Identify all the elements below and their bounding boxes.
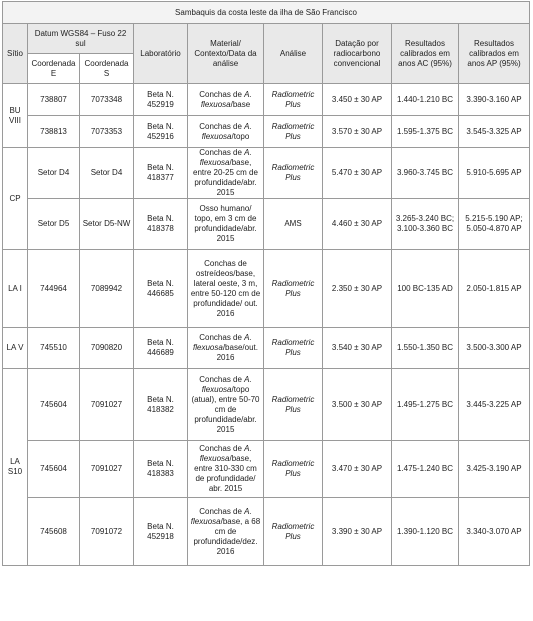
table-row [3,250,530,328]
analise-cell: AMS [264,199,323,250]
coord-s-cell: 7091027 [80,441,134,498]
datacao-cell: 3.540 ± 30 AP [323,328,392,369]
header-coordenada-s: Coordenada S [80,54,134,84]
coord-e-cell: 745604 [28,441,80,498]
datacao-cell: 3.570 ± 30 AP [323,116,392,148]
datacao-cell: 3.470 ± 30 AP [323,441,392,498]
result-ap-cell: 5.215-5.190 AP; 5.050-4.870 AP [459,199,530,250]
table-row [3,148,530,199]
header-laboratorio: Laboratório [134,24,188,84]
material-cell: Conchas de A. flexuosa/base, entre 310-330 cm de profundidade/ abr. 2015 [188,441,264,498]
lab-cell: Beta N. 452919 [134,84,188,116]
table-row [3,441,530,498]
result-ac-cell: 3.265-3.240 BC; 3.100-3.360 BC [392,199,459,250]
table-row [3,328,530,369]
material-cell: Conchas de A. flexuosa/base, a 68 cm de profundidade/dez. 2016 [188,498,264,566]
header-datum: Datum WGS84 – Fuso 22 sul [28,24,134,54]
header-material: Material/ Contexto/Data da análise [188,24,264,84]
header-datacao: Datação por radiocarbono convencional [323,24,392,84]
coord-e-cell: 745608 [28,498,80,566]
result-ac-cell: 1.595-1.375 BC [392,116,459,148]
material-cell: Osso humano/ topo, em 3 cm de profundidade/abr. 2015 [188,199,264,250]
result-ap-cell: 5.910-5.695 AP [459,148,530,199]
datacao-cell: 3.390 ± 30 AP [323,498,392,566]
table-title: Sambaquis da costa leste da ilha de São Francisco [3,2,530,24]
datacao-cell: 3.450 ± 30 AP [323,84,392,116]
result-ap-cell: 3.545-3.325 AP [459,116,530,148]
result-ap-cell: 3.425-3.190 AP [459,441,530,498]
header-resultados-ap: Resultados calibrados em anos AP (95%) [459,24,530,84]
analise-cell: Radiometric Plus [264,84,323,116]
lab-cell: Beta N. 418382 [134,369,188,441]
coord-e-cell: Setor D4 [28,148,80,199]
analise-cell: Radiometric Plus [264,250,323,328]
coord-e-cell: Setor D5 [28,199,80,250]
coord-s-cell: Setor D4 [80,148,134,199]
analise-cell: Radiometric Plus [264,328,323,369]
data-table [2,1,530,566]
coord-s-cell: Setor D5-NW [80,199,134,250]
coord-s-cell: 7073353 [80,116,134,148]
table-row [3,199,530,250]
result-ac-cell: 1.550-1.350 BC [392,328,459,369]
lab-cell: Beta N. 418383 [134,441,188,498]
result-ap-cell: 2.050-1.815 AP [459,250,530,328]
datacao-cell: 4.460 ± 30 AP [323,199,392,250]
result-ap-cell: 3.340-3.070 AP [459,498,530,566]
material-cell: Conchas de A. flexuosa/base, entre 20-25 cm de profundidade/abr. 2015 [188,148,264,199]
table-row [3,116,530,148]
coord-e-cell: 738807 [28,84,80,116]
header-resultados-ac: Resultados calibrados em anos AC (95%) [392,24,459,84]
table-row [3,369,530,441]
material-cell: Conchas de A. flexuosa/base/out. 2016 [188,328,264,369]
lab-cell: Beta N. 418378 [134,199,188,250]
coord-s-cell: 7073348 [80,84,134,116]
lab-cell: Beta N. 452918 [134,498,188,566]
result-ap-cell: 3.500-3.300 AP [459,328,530,369]
datacao-cell: 5.470 ± 30 AP [323,148,392,199]
coord-s-cell: 7089942 [80,250,134,328]
material-cell: Conchas de ostreídeos/base, lateral oeste, 3 m, entre 50-120 cm de profundidade/ out. 2016 [188,250,264,328]
coord-s-cell: 7091072 [80,498,134,566]
result-ap-cell: 3.390-3.160 AP [459,84,530,116]
result-ac-cell: 1.390-1.120 BC [392,498,459,566]
lab-cell: Beta N. 418377 [134,148,188,199]
coord-e-cell: 745604 [28,369,80,441]
header-sitio: Sítio [3,24,28,84]
coord-s-cell: 7090820 [80,328,134,369]
lab-cell: Beta N. 446689 [134,328,188,369]
header-coordenada-e: Coordenada E [28,54,80,84]
site-cell: CP [3,148,28,250]
result-ac-cell: 3.960-3.745 BC [392,148,459,199]
analise-cell: Radiometric Plus [264,148,323,199]
analise-cell: Radiometric Plus [264,369,323,441]
coord-e-cell: 738813 [28,116,80,148]
result-ac-cell: 1.495-1.275 BC [392,369,459,441]
analise-cell: Radiometric Plus [264,441,323,498]
analise-cell: Radiometric Plus [264,116,323,148]
coord-e-cell: 744964 [28,250,80,328]
datacao-cell: 2.350 ± 30 AP [323,250,392,328]
result-ac-cell: 1.440-1.210 BC [392,84,459,116]
datacao-cell: 3.500 ± 30 AP [323,369,392,441]
result-ap-cell: 3.445-3.225 AP [459,369,530,441]
table-container [2,1,530,566]
material-cell: Conchas de A. flexuosa/base [188,84,264,116]
coord-s-cell: 7091027 [80,369,134,441]
coord-e-cell: 745510 [28,328,80,369]
table-row [3,498,530,566]
site-cell: LA I [3,250,28,328]
lab-cell: Beta N. 446685 [134,250,188,328]
material-cell: Conchas de A. flexuosa/topo (atual), entre 50-70 cm de profundidade/abr. 2015 [188,369,264,441]
lab-cell: Beta N. 452916 [134,116,188,148]
table-row [3,84,530,116]
result-ac-cell: 1.475-1.240 BC [392,441,459,498]
result-ac-cell: 100 BC-135 AD [392,250,459,328]
site-cell: BU VIII [3,84,28,148]
site-cell: LA V [3,328,28,369]
site-cell: LA S10 [3,369,28,566]
header-analise: Análise [264,24,323,84]
analise-cell: Radiometric Plus [264,498,323,566]
material-cell: Conchas de A. flexuosa/topo [188,116,264,148]
